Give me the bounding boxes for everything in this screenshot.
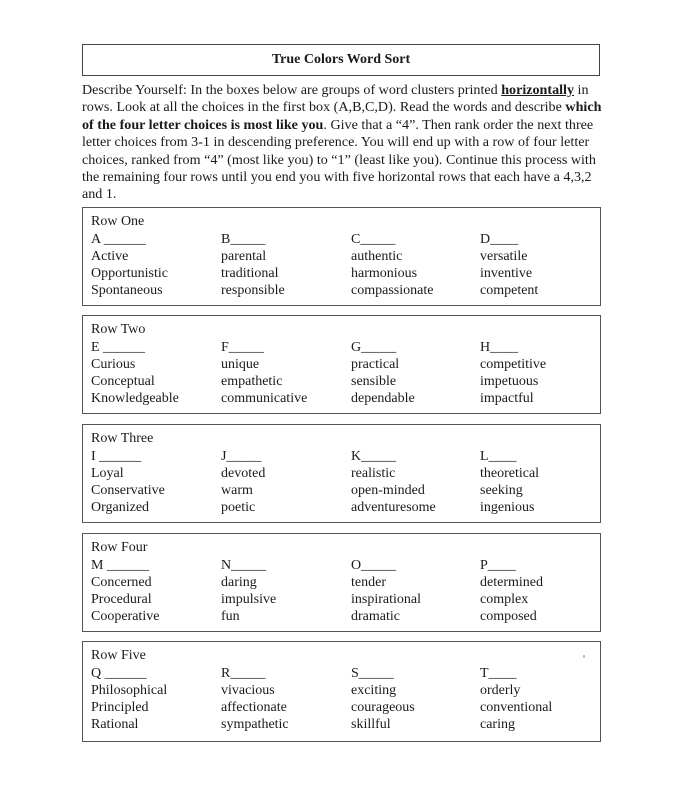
choice-word: poetic — [221, 500, 256, 515]
choice-word: impetuous — [480, 374, 539, 389]
choice-letter-blank[interactable]: S_____ — [351, 666, 394, 681]
choice-column — [221, 231, 285, 299]
row-box-4 — [82, 533, 601, 632]
choice-word: Conceptual — [91, 374, 155, 389]
choice-letter-blank[interactable]: G_____ — [351, 340, 397, 355]
choice-word: communicative — [221, 391, 308, 406]
row-box-5 — [82, 641, 601, 742]
choice-letter-blank[interactable]: P____ — [480, 558, 516, 573]
choice-word: daring — [221, 575, 257, 590]
choice-word: Opportunistic — [91, 266, 168, 281]
choice-word: traditional — [221, 266, 279, 281]
choice-word: practical — [351, 357, 400, 372]
choice-letter-blank[interactable]: J_____ — [221, 449, 262, 464]
choice-word: caring — [480, 717, 515, 732]
choice-word: Organized — [91, 500, 150, 515]
choice-word: authentic — [351, 249, 403, 264]
choice-letter-blank[interactable]: T____ — [480, 666, 517, 681]
choice-word: fun — [221, 609, 240, 624]
choice-word: sympathetic — [221, 717, 289, 732]
choice-word: impulsive — [221, 592, 277, 607]
row-title: Row Three — [91, 431, 154, 446]
choice-word: versatile — [480, 249, 528, 264]
choice-column — [221, 665, 289, 733]
choice-letter-blank[interactable]: Q ______ — [91, 666, 147, 681]
choice-word: Principled — [91, 700, 149, 715]
choice-word: ingenious — [480, 500, 535, 515]
instructions-text-2: in rows. Look at all the choices in the first box (A,B,C,D). Read the words and describe — [82, 82, 589, 116]
choice-column — [221, 339, 307, 407]
choice-column — [91, 448, 165, 516]
choice-column — [480, 339, 546, 407]
choice-letter-blank[interactable]: H____ — [480, 340, 519, 355]
choice-column — [351, 339, 415, 407]
choice-letter-blank[interactable]: C_____ — [351, 232, 396, 247]
choice-letter-blank[interactable]: D____ — [480, 232, 519, 247]
choice-column — [351, 448, 436, 516]
choice-word: unique — [221, 357, 260, 372]
title-box — [82, 44, 600, 76]
choice-column — [91, 557, 159, 625]
choice-word: warm — [221, 483, 253, 498]
choice-column — [480, 231, 538, 299]
choice-column — [221, 557, 276, 625]
document-title: True Colors Word Sort — [271, 52, 411, 67]
choice-word: impactful — [480, 391, 534, 406]
choice-word: parental — [221, 249, 267, 264]
choice-word: complex — [480, 592, 529, 607]
choice-word: Concerned — [91, 575, 152, 590]
choice-word: Rational — [91, 717, 139, 732]
choice-column — [91, 339, 179, 407]
choice-word: Curious — [91, 357, 136, 372]
choice-letter-blank[interactable]: R_____ — [221, 666, 266, 681]
choice-column — [351, 231, 433, 299]
row-box-1 — [82, 207, 601, 306]
choice-word: theoretical — [480, 466, 540, 481]
instructions-text-1: Describe Yourself: In the boxes below are groups of word clusters printed — [82, 82, 502, 98]
row-box-3 — [82, 424, 601, 523]
choice-word: realistic — [351, 466, 396, 481]
choice-word: sensible — [351, 374, 397, 389]
choice-word: vivacious — [221, 683, 275, 698]
choice-column — [91, 231, 168, 299]
instructions-text-3: . Give that a “4”. Then rank order the next three letter choices from 3-1 in descending preference. You will end up with a row of four letter choices, ranked from “4” (most like you) to “1” (least like you). Continue this process with the remaining four rows until you end you with five horizontal rows that each have a 4,3,2 and 1. — [82, 116, 596, 203]
choice-column — [351, 665, 415, 733]
choice-word: affectionate — [221, 700, 287, 715]
choice-column — [351, 557, 421, 625]
choice-word: Spontaneous — [91, 283, 163, 298]
choice-word: compassionate — [351, 283, 434, 298]
choice-column — [480, 665, 552, 733]
scan-speck — [583, 655, 585, 658]
choice-letter-blank[interactable]: M ______ — [91, 558, 149, 573]
choice-letter-blank[interactable]: K_____ — [351, 449, 397, 464]
choice-word: harmonious — [351, 266, 418, 281]
choice-word: Procedural — [91, 592, 152, 607]
choice-word: Knowledgeable — [91, 391, 179, 406]
choice-word: dependable — [351, 391, 415, 406]
choice-word: Cooperative — [91, 609, 160, 624]
choice-word: adventuresome — [351, 500, 436, 515]
row-title: Row Five — [91, 648, 146, 663]
choice-word: tender — [351, 575, 386, 590]
row-box-2 — [82, 315, 601, 414]
choice-word: Conservative — [91, 483, 165, 498]
choice-word: empathetic — [221, 374, 283, 389]
choice-word: responsible — [221, 283, 285, 298]
choice-word: Loyal — [91, 466, 124, 481]
choice-word: courageous — [351, 700, 415, 715]
choice-letter-blank[interactable]: I ______ — [91, 449, 142, 464]
choice-word: devoted — [221, 466, 266, 481]
choice-letter-blank[interactable]: F_____ — [221, 340, 264, 355]
choice-word: determined — [480, 575, 543, 590]
choice-letter-blank[interactable]: A ______ — [91, 232, 146, 247]
choice-word: skillful — [351, 717, 391, 732]
choice-letter-blank[interactable]: N_____ — [221, 558, 267, 573]
choice-letter-blank[interactable]: L____ — [480, 449, 517, 464]
choice-word: inspirational — [351, 592, 421, 607]
choice-word: composed — [480, 609, 537, 624]
instructions-emphasis-horizontally: horizontally — [501, 82, 575, 98]
row-title: Row One — [91, 214, 145, 229]
choice-column — [480, 448, 539, 516]
choice-word: competent — [480, 283, 539, 298]
choice-word: competitive — [480, 357, 547, 372]
choice-column — [480, 557, 543, 625]
choice-word: inventive — [480, 266, 533, 281]
choice-word: orderly — [480, 683, 521, 698]
choice-word: dramatic — [351, 609, 400, 624]
choice-word: conventional — [480, 700, 553, 715]
choice-letter-blank[interactable]: O_____ — [351, 558, 397, 573]
row-title: Row Four — [91, 540, 148, 555]
choice-word: exciting — [351, 683, 397, 698]
instructions-emphasis-most-like-you: which of the four letter choices is most like you — [82, 99, 602, 133]
choice-word: Active — [91, 249, 129, 264]
choice-column — [91, 665, 167, 733]
choice-letter-blank[interactable]: B_____ — [221, 232, 266, 247]
choice-letter-blank[interactable]: E ______ — [91, 340, 146, 355]
choice-word: open-minded — [351, 483, 425, 498]
row-title: Row Two — [91, 322, 146, 337]
choice-word: Philosophical — [91, 683, 168, 698]
choice-column — [221, 448, 265, 516]
choice-word: seeking — [480, 483, 523, 498]
instructions — [82, 82, 607, 204]
